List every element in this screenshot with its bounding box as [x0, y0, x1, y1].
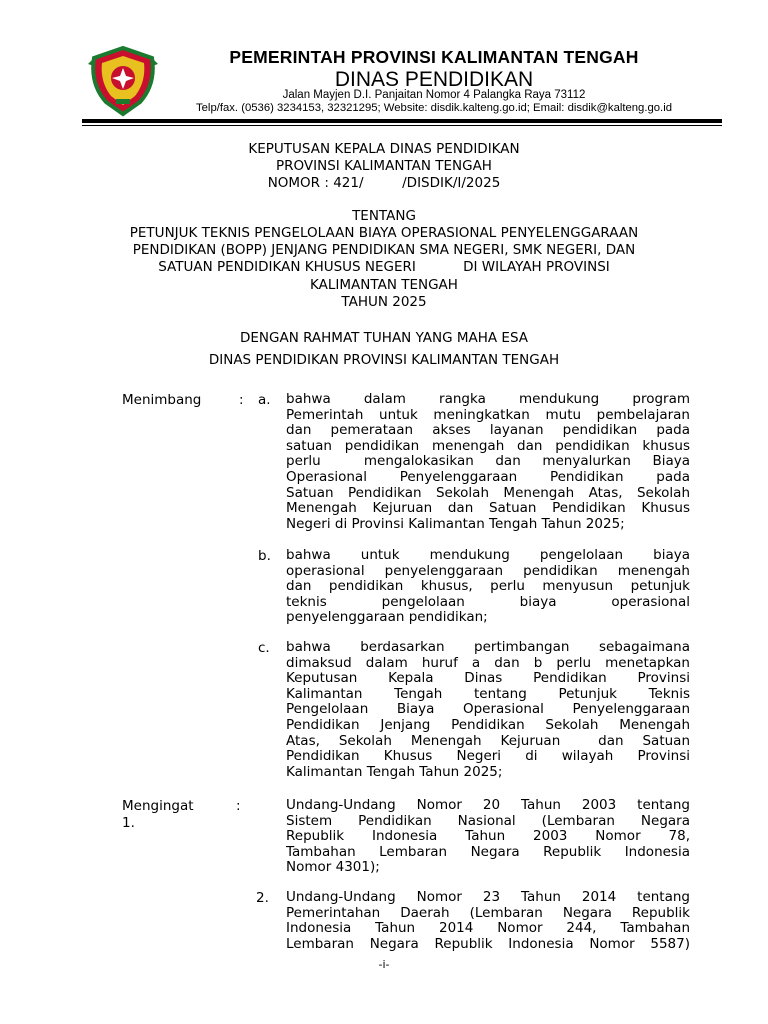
text-line: perlu mengalokasikan dan menyalurkan Biaya	[286, 453, 690, 470]
menimbang-item-c	[286, 640, 690, 780]
agency-contact: Telp/fax. (0536) 3234153, 32321295; Website: disdik.kalteng.go.id; Email: disdik@kalteng.go.id	[196, 102, 672, 114]
mengingat-label: Mengingat	[122, 798, 194, 814]
text-line: Lembaran Negara Republik Indonesia Nomor 5587)	[286, 935, 690, 952]
text-line: Pendidikan Jenjang Pendidikan Sekolah Menengah	[286, 716, 690, 733]
about-title-line: KALIMANTAN TENGAH	[310, 277, 458, 293]
letterhead-rule-thick	[82, 119, 722, 123]
menimbang-label: Menimbang	[122, 392, 202, 408]
decree-title-line2: PROVINSI KALIMANTAN TENGAH	[276, 158, 492, 174]
text-line: Negeri di Provinsi Kalimantan Tengah Tahun 2025;	[286, 515, 625, 532]
text-line: dan pendidikan khusus, perlu menyusun petunjuk	[286, 578, 690, 595]
invocation-line2: DINAS PENDIDIKAN PROVINSI KALIMANTAN TENGAH	[208, 352, 560, 368]
invocation-line1: DENGAN RAHMAT TUHAN YANG MAHA ESA	[239, 330, 529, 346]
text-line: Indonesia Tahun 2014 Nomor 244, Tambahan	[286, 920, 690, 937]
letterhead	[0, 0, 768, 125]
text-line: Pemerintahan Daerah (Lembaran Negara Republik	[286, 904, 690, 921]
text-line: bahwa dalam rangka mendukung program	[286, 391, 690, 407]
mengingat-item-1	[286, 798, 690, 876]
text-line: Menengah Kejuruan dan Satuan Pendidikan Khusus	[286, 500, 690, 517]
text-line: Undang-Undang Nomor 23 Tahun 2014 tentang	[286, 889, 690, 905]
agency-address: Jalan Mayjen D.I. Panjaitan Nomor 4 Palangka Raya 73112	[282, 89, 586, 101]
decree-number: NOMOR : 421/ /DISDIK/I/2025	[267, 175, 501, 191]
text-line: Pengelolaan Biaya Operasional Penyelenggaraan	[286, 701, 690, 718]
government-name: PEMERINTAH PROVINSI KALIMANTAN TENGAH	[229, 47, 639, 67]
menimbang-marker-c: c.	[258, 640, 270, 656]
text-line: dimaksud dalam huruf a dan b perlu menetapkan	[286, 654, 690, 671]
mengingat-marker-1: 1.	[122, 815, 135, 831]
menimbang-item-b	[286, 548, 690, 626]
about-title-line: PENDIDIKAN (BOPP) JENJANG PENDIDIKAN SMA NEGERI, SMK NEGERI, DAN	[132, 242, 636, 258]
text-line: bahwa untuk mendukung pengelolaan biaya	[286, 547, 690, 563]
agency-name: DINAS PENDIDIKAN	[334, 68, 534, 91]
page-number: -i-	[378, 958, 390, 971]
text-line: Operasional Penyelenggaraan Pendidikan pada	[286, 468, 690, 485]
menimbang-marker-a: a.	[258, 392, 271, 408]
letterhead-rule-thin	[82, 125, 722, 126]
text-line: Sistem Pendidikan Nasional (Lembaran Negara	[286, 812, 690, 829]
menimbang-item-a	[286, 392, 690, 532]
about-label: TENTANG	[352, 208, 416, 224]
text-line: Republik Indonesia Tahun 2003 Nomor 78,	[286, 828, 690, 845]
text-line: Pemerintah untuk meningkatkan mutu pembelajaran	[286, 406, 690, 423]
mengingat-item-2	[286, 890, 690, 952]
text-line: Kalimantan Tengah tentang Petunjuk Teknis	[286, 685, 690, 702]
mengingat-colon: :	[236, 798, 241, 814]
menimbang-colon: :	[239, 392, 244, 408]
text-line: Undang-Undang Nomor 20 Tahun 2003 tentang	[286, 797, 690, 813]
about-title-line: PETUNJUK TEKNIS PENGELOLAAN BIAYA OPERASIONAL PENYELENGGARAAN	[129, 225, 639, 241]
about-title-line: SATUAN PENDIDIKAN KHUSUS NEGERI DI WILAYAH PROVINSI	[158, 259, 610, 275]
text-line: Kalimantan Tengah Tahun 2025;	[286, 763, 503, 780]
about-title-year: TAHUN 2025	[341, 294, 427, 310]
text-line: Nomor 4301);	[286, 859, 380, 876]
text-line: operasional penyelenggaraan pendidikan menengah	[286, 562, 690, 579]
text-line: Pendidikan Khusus Negeri di wilayah Provinsi	[286, 748, 690, 765]
text-line: bahwa berdasarkan pertimbangan sebagaimana	[286, 639, 690, 655]
text-line: Atas, Sekolah Menengah Kejuruan dan Satuan	[286, 732, 690, 749]
text-line: teknis pengelolaan biaya operasional	[286, 593, 690, 610]
menimbang-marker-b: b.	[258, 548, 271, 564]
text-line: dan pemerataan akses layanan pendidikan pada	[286, 422, 690, 439]
text-line: Tambahan Lembaran Negara Republik Indonesia	[286, 843, 690, 860]
text-line: satuan pendidikan menengah dan pendidikan khusus	[286, 437, 690, 454]
decree-title-line1: KEPUTUSAN KEPALA DINAS PENDIDIKAN	[248, 141, 520, 157]
mengingat-marker-2: 2.	[256, 890, 269, 906]
text-line: penyelenggaraan pendidikan;	[286, 609, 488, 626]
text-line: Satuan Pendidikan Sekolah Menengah Atas, Sekolah	[286, 484, 690, 501]
text-line: Keputusan Kepala Dinas Pendidikan Provinsi	[286, 670, 690, 687]
